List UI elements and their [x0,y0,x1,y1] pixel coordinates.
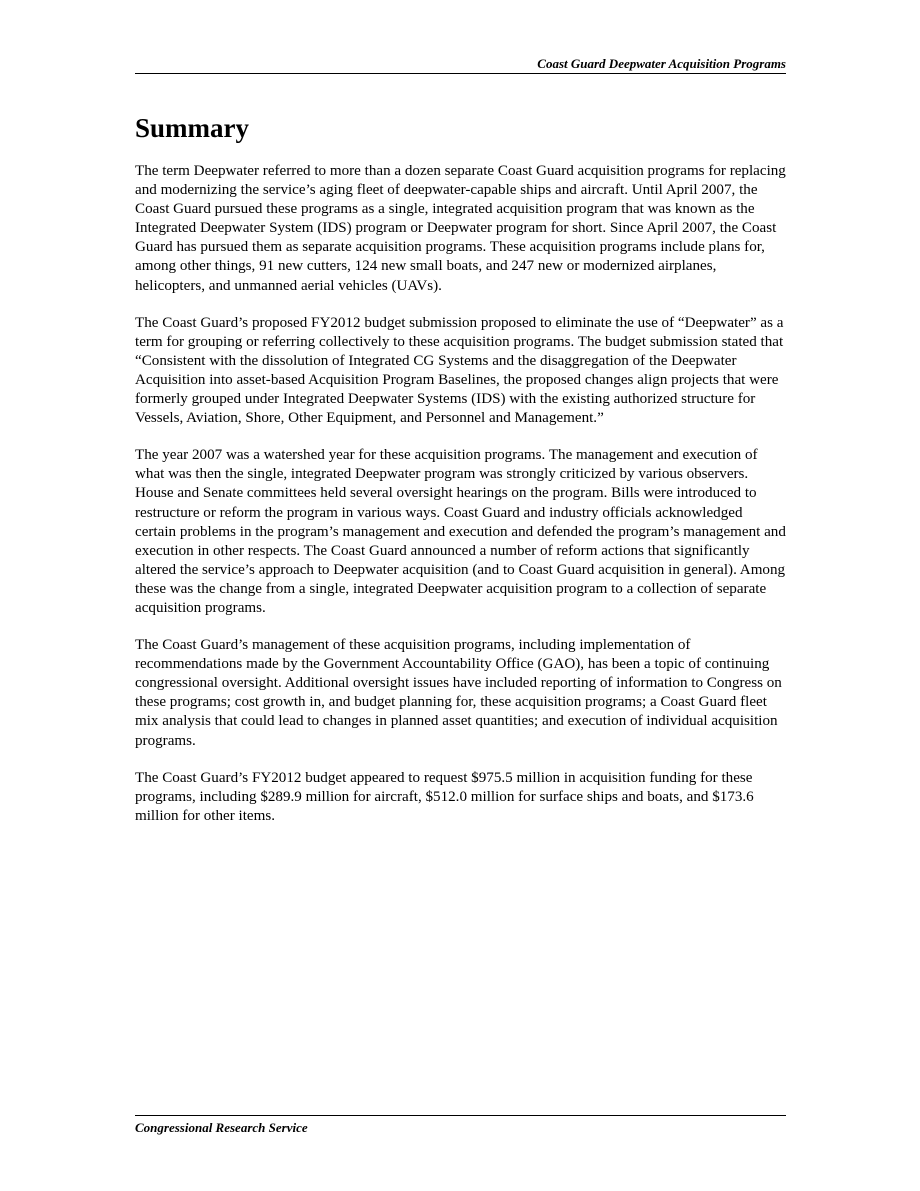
footer-rule [135,1115,786,1116]
running-header: Coast Guard Deepwater Acquisition Programs [537,56,786,71]
summary-paragraph-1: The term Deepwater referred to more than a dozen separate Coast Guard acquisition programs for replacing and modernizing the service’s aging fleet of deepwater-capable ships and aircraft. Until April 2007, the Coast Guard pursued these programs as a single, integrated acquisition program that was known as the Integrated Deepwater System (IDS) program or Deepwater program for short. Since April 2007, the Coast Guard has pursued them as separate acquisition programs. These acquisition programs include plans for, among other things, 91 new cutters, 124 new small boats, and 247 new or modernized airplanes, helicopters, and unmanned aerial vehicles (UAVs). [135,163,786,294]
summary-paragraph-4: The Coast Guard’s management of these acquisition programs, including implementation of recommendations made by the Government Accountability Office (GAO), has been a topic of continuing congressional oversight. Additional oversight issues have included reporting of information to Congress on these programs; cost growth in, and budget planning for, these acquisition programs; a Coast Guard fleet mix analysis that could lead to changes in planned asset quantities; and execution of individual acquisition programs. [135,637,782,749]
running-footer: Congressional Research Service [135,1120,308,1135]
summary-body [135,162,787,844]
summary-paragraph-3: The year 2007 was a watershed year for these acquisition programs. The management and execution of what was then the single, integrated Deepwater program was strongly criticized by various observers. House and Senate committees held several oversight hearings on the program. Bills were introduced to restructure or reform the program in various ways. Coast Guard and industry officials acknowledged certain problems in the program’s management and execution and defended the program’s management and execution in other respects. The Coast Guard announced a number of reform actions that significantly altered the service’s approach to Deepwater acquisition (and to Coast Guard acquisition in general). Among these was the change from a single, integrated Deepwater acquisition program to a collection of separate acquisition programs. [135,447,786,616]
page-title: Summary [135,113,249,143]
header-rule [135,73,786,74]
summary-paragraph-2: The Coast Guard’s proposed FY2012 budget submission proposed to eliminate the use of “Deepwater” as a term for grouping or referring collectively to these acquisition programs. The budget submission stated that “Consistent with the dissolution of Integrated CG Systems and the disaggregation of the Deepwater Acquisition into asset-based Acquisition Program Baselines, the proposed changes align projects that were formerly grouped under Integrated Deepwater Systems (IDS) with the existing authorized structure for Vessels, Aviation, Shore, Other Equipment, and Personnel and Management.” [135,314,784,427]
summary-paragraph-5: The Coast Guard’s FY2012 budget appeared to request $975.5 million in acquisition funding for these programs, including $289.9 million for aircraft, $512.0 million for surface ships and boats, and $173.6 million for other items. [135,769,754,824]
